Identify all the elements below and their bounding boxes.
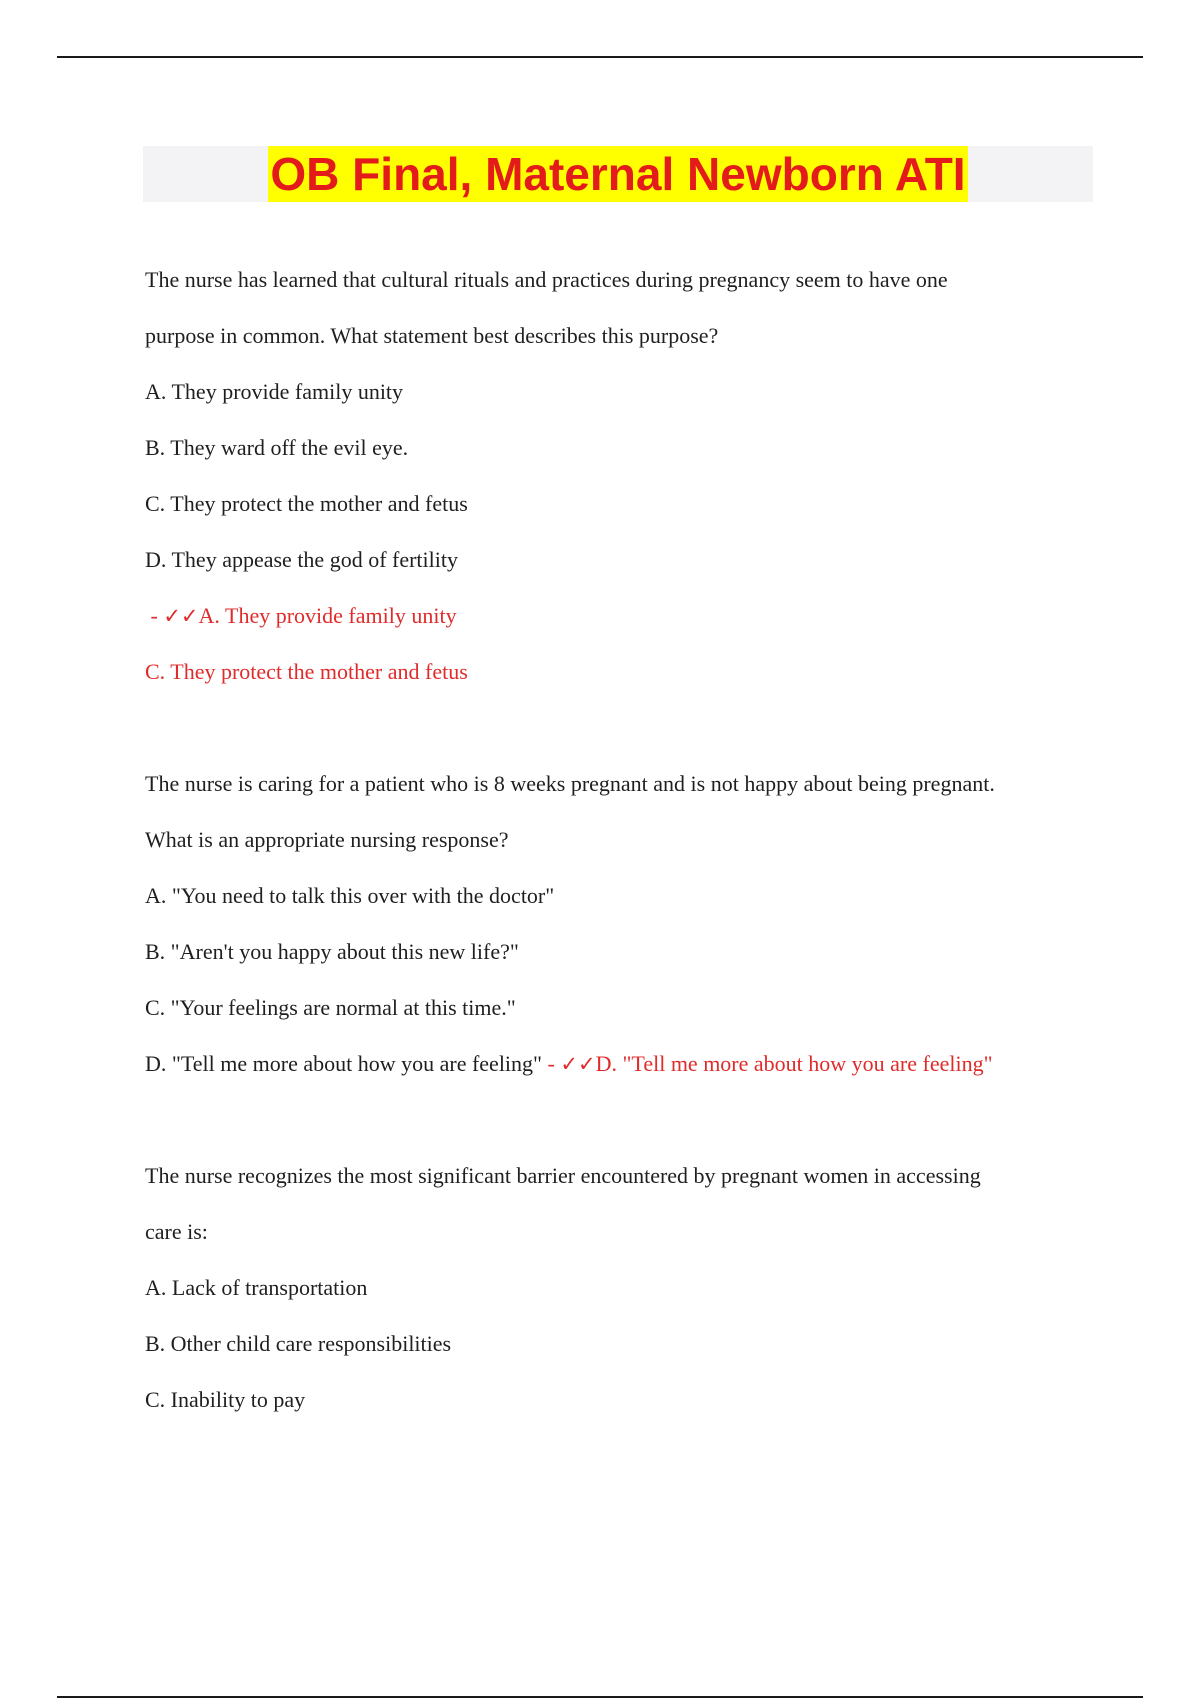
correct-answer (145, 588, 1105, 644)
title-banner (143, 146, 1093, 202)
footer-rule (57, 1696, 1143, 1698)
question-stem-line: The nurse is caring for a patient who is 8 weeks pregnant and is not happy about being pregnant. (145, 771, 995, 796)
answer-option-d: D. "Tell me more about how you are feeling" (145, 1051, 543, 1076)
header-rule (57, 56, 1143, 58)
answer-option-b: B. Other child care responsibilities (145, 1331, 452, 1356)
answer-option-c: C. Inability to pay (145, 1387, 306, 1412)
answer-option-b: B. "Aren't you happy about this new life?" (145, 939, 519, 964)
answer-option-c: C. "Your feelings are normal at this time." (145, 995, 516, 1020)
answer-option-b: B. They ward off the evil eye. (145, 435, 409, 460)
answer-option-d-with-answer (145, 1036, 1105, 1092)
correct-answer-text: A. They provide family unity (198, 603, 457, 628)
answer-option-a: A. They provide family unity (145, 379, 404, 404)
answer-option-a: A. Lack of transportation (145, 1275, 368, 1300)
page-title: OB Final, Maternal Newborn ATI (270, 148, 966, 200)
double-check-icon: ✓✓ (163, 604, 199, 628)
question-3 (145, 1148, 1105, 1428)
answer-option-d: D. They appease the god of fertility (145, 547, 458, 572)
question-2 (145, 756, 1105, 1092)
question-1 (145, 252, 1105, 700)
question-stem-line: What is an appropriate nursing response? (145, 827, 509, 852)
document-body (145, 252, 1105, 1428)
answer-option-a: A. "You need to talk this over with the doctor" (145, 883, 555, 908)
question-stem-line: care is: (145, 1219, 208, 1244)
question-stem-line: purpose in common. What statement best describes this purpose? (145, 323, 719, 348)
question-stem-line: The nurse has learned that cultural rituals and practices during pregnancy seem to have one (145, 267, 948, 292)
question-stem-line: The nurse recognizes the most significant barrier encountered by pregnant women in accessing (145, 1163, 981, 1188)
answer-prefix: - (542, 1051, 561, 1076)
answer-prefix: - (145, 603, 164, 628)
answer-option-c: C. They protect the mother and fetus (145, 491, 468, 516)
correct-answer-text: C. They protect the mother and fetus (145, 659, 468, 684)
correct-answer-text: D. "Tell me more about how you are feeling" (595, 1051, 993, 1076)
double-check-icon: ✓✓ (560, 1052, 596, 1076)
